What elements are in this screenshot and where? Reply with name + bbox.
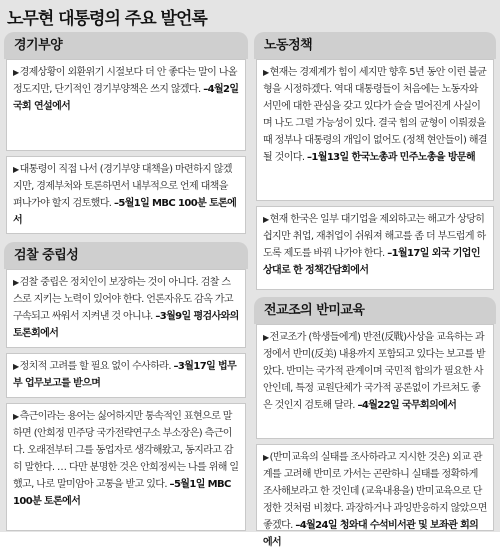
quote-text: 검찰 중립은 정치인이 보장하는 것이 아니다. 검찰 스스로 지키는 노력이 있어야 한다. 언론자유도 감옥 가고 구속되고 싸워서 지켜낸 것 아니냐. bbox=[13, 277, 233, 322]
quote-card bbox=[256, 324, 494, 439]
section-heading-prosecution: 검찰 중립성 bbox=[4, 242, 248, 269]
section-heading-education: 전교조의 반미교육 bbox=[254, 297, 496, 324]
quote-text: 전교조가 (학생들에게) 반전(反戰)사상을 교육하는 과정에서 반미(反美) 내용까지 포함되고 있다는 보고를 받았다. 반미는 국가적 관계이며 국민적 합의가 필요한 사안인데, 특정 교원단체가 국가적 공론없이 가르쳐도 좋은 것인지 검토해 달라. bbox=[263, 332, 486, 411]
quote-text: 현재 한국은 일부 대기업을 제외하고는 해고가 상당히 쉽지만 취업, 재취업이 쉬워져 해고를 좀 더 부드럽게 하도록 제도를 바꿔 나가야 한다. bbox=[263, 214, 486, 259]
quote-card bbox=[6, 269, 246, 348]
triangle-bullet-icon: ▶ bbox=[13, 278, 19, 287]
quote-source: –4월22일 국무회의에서 bbox=[357, 400, 457, 411]
quote-card bbox=[6, 353, 246, 398]
quote-card bbox=[256, 444, 494, 548]
triangle-bullet-icon: ▶ bbox=[263, 453, 269, 462]
quote-card bbox=[6, 403, 246, 531]
triangle-bullet-icon: ▶ bbox=[13, 165, 19, 174]
quote-source: –5월1일 MBC 100분 토론에서 bbox=[13, 198, 237, 226]
quote-source: –4월2일 국회 연설에서 bbox=[13, 84, 239, 112]
section-heading-labor: 노동정책 bbox=[254, 32, 496, 59]
quote-text: 경제상황이 외환위기 시절보다 더 안 좋다는 말이 나올 정도지만, 단기적인 경기부양책은 쓰지 않겠다. bbox=[13, 67, 237, 95]
quote-text: 정치적 고려를 할 필요 없이 수사하라. bbox=[19, 361, 171, 372]
quote-text: 대통령이 직접 나서 (경기부양 대책을) 마련하지 않겠지만, 경제부처와 토론하면서 내부적으로 언제 대책을 펴나가야 할지 검토했다. bbox=[13, 164, 232, 209]
quote-source: –4월24일 청와대 수석비서관 및 보좌관 회의에서 bbox=[263, 520, 479, 548]
section-heading-economy: 경기부양 bbox=[4, 32, 248, 59]
quote-card bbox=[6, 59, 246, 151]
triangle-bullet-icon: ▶ bbox=[263, 333, 269, 342]
quote-source: –1월13일 한국노총과 민주노총을 방문해 bbox=[307, 152, 476, 163]
quote-text: 현재는 경제계가 힘이 세지만 향후 5년 동안 이런 불균형을 시정하겠다. 역대 대통령들이 처음에는 노동자와 서민에 대한 관심을 갖고 있다가 슬슬 멀어진게 사실이며 나도 그럴 가능성이 있다. 결국 힘의 균형이 이뤄졌을 때 정부나 대통령의 개입이 없어도 (정책 현안들이) 해결될 것이다. bbox=[263, 67, 487, 163]
quote-card bbox=[256, 59, 494, 201]
triangle-bullet-icon: ▶ bbox=[13, 412, 19, 421]
quote-card bbox=[6, 156, 246, 234]
triangle-bullet-icon: ▶ bbox=[13, 362, 19, 371]
triangle-bullet-icon: ▶ bbox=[263, 215, 269, 224]
page-title: 노무현 대통령의 주요 발언록 bbox=[7, 9, 207, 29]
triangle-bullet-icon: ▶ bbox=[263, 68, 269, 77]
quote-text: 측근이라는 용어는 싫어하지만 통속적인 표현으로 말하면 (안희정 민주당 국가전략연구소 부소장은) 측근이다. 오래전부터 그를 동업자로 생각해왔고, 동지라고 감히 말한다. … 다만 분명한 것은 안희정씨는 나를 위해 일했고, 나로 말미암아 고통을 받고 있다. bbox=[13, 411, 239, 490]
triangle-bullet-icon: ▶ bbox=[13, 68, 19, 77]
quote-card bbox=[256, 206, 494, 290]
quote-text: (반미교육의 실태를 조사하라고 지시한 것은) 외교 관계를 고려해 반미로 가서는 곤란하니 실태를 정확하게 조사해보라고 한 것인데 (교육내용을) 반미교육으로 단정한 것처럼 비쳤다. 과장하거나 과잉반응하지 않았으면 좋겠다. bbox=[263, 452, 487, 531]
quote-source: –1월17일 외국 기업인 상대로 한 정책간담회에서 bbox=[263, 248, 480, 276]
quote-source: –3월17일 법무부 업무보고를 받으며 bbox=[13, 361, 237, 389]
quote-source: –5월1일 MBC 100분 토론에서 bbox=[13, 479, 231, 507]
quote-source: –3월9일 평검사와의 토론회에서 bbox=[13, 311, 239, 339]
